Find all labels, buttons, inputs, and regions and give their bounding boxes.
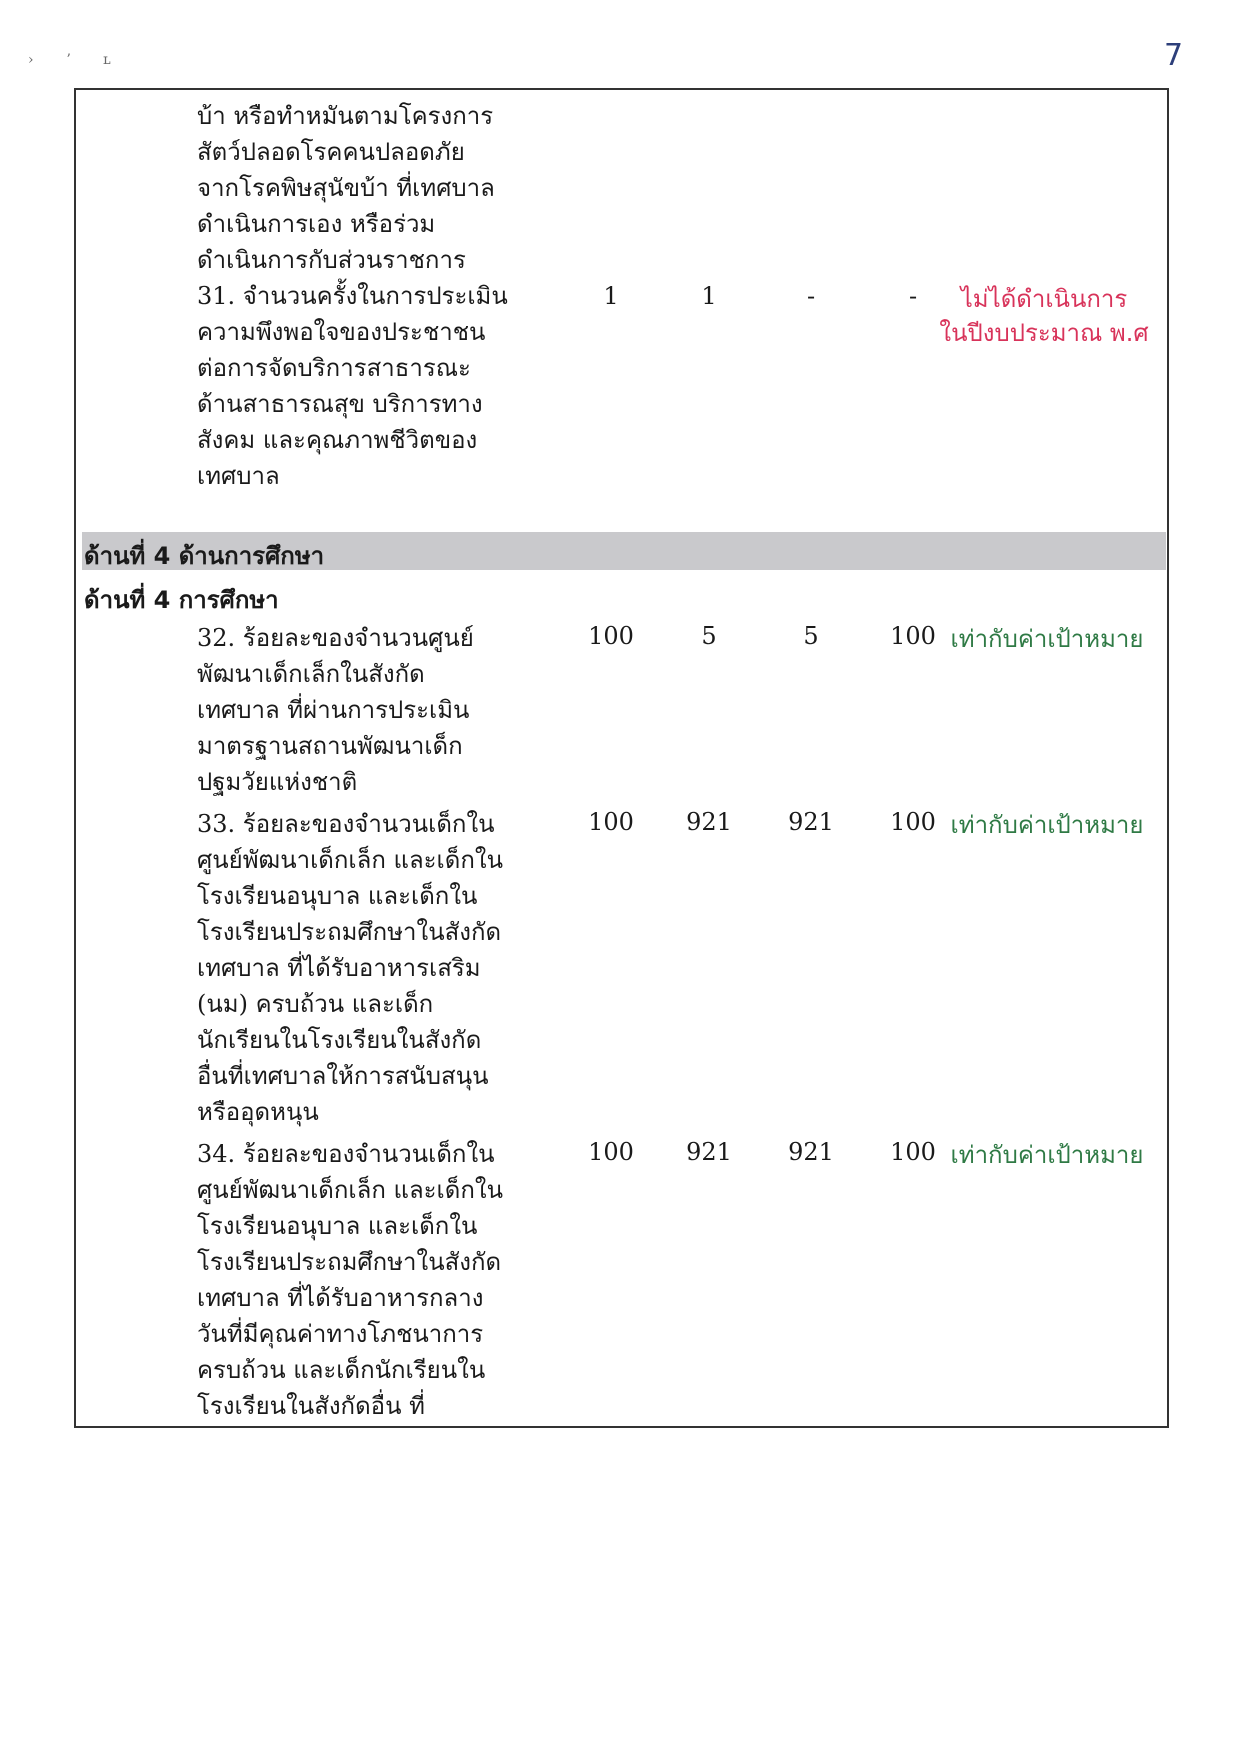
indicator-line: อื่นที่เทศบาลให้การสนับสนุน [197, 1062, 489, 1090]
indicator-line: โรงเรียนอนุบาล และเด็กใน [197, 1212, 478, 1240]
indicator-line: เทศบาล [197, 462, 280, 490]
indicator-line: ดำเนินการเอง หรือร่วม [197, 210, 436, 238]
value-target: 100 [588, 1138, 634, 1166]
indicator-31 [197, 278, 527, 494]
status-met-target: เท่ากับค่าเป้าหมาย [950, 811, 1144, 839]
status-line: ไม่ได้ดำเนินการ [960, 285, 1128, 313]
indicator-line: ปฐมวัยแห่งชาติ [197, 768, 358, 796]
indicator-line: ความพึงพอใจของประชาชน [197, 318, 486, 346]
table-frame [74, 88, 1169, 1428]
value-result-b: 5 [803, 622, 819, 650]
indicator-line: 34. ร้อยละของจำนวนเด็กใน [197, 1140, 495, 1168]
indicator-line: เทศบาล ที่ได้รับอาหารกลาง [197, 1284, 484, 1312]
status-met-target: เท่ากับค่าเป้าหมาย [950, 625, 1144, 653]
indicator-continuation [197, 98, 527, 278]
indicator-line: นักเรียนในโรงเรียนในสังกัด [197, 1026, 482, 1054]
section-subtitle: ด้านที่ 4 การศึกษา [84, 586, 279, 614]
value-target: 100 [588, 808, 634, 836]
section-band-title: ด้านที่ 4 ด้านการศึกษา [84, 542, 325, 570]
indicator-line: หรืออุดหนุน [197, 1098, 319, 1126]
indicator-line: มาตรฐานสถานพัฒนาเด็ก [197, 732, 463, 760]
value-result-a: 921 [686, 1138, 732, 1166]
indicator-line: เทศบาล ที่ผ่านการประเมิน [197, 696, 470, 724]
page-number: 7 [1164, 38, 1184, 73]
status-met-target: เท่ากับค่าเป้าหมาย [950, 1141, 1144, 1169]
indicator-line: พัฒนาเด็กเล็กในสังกัด [197, 660, 425, 688]
indicator-line: ด้านสาธารณสุข บริการทาง [197, 390, 483, 418]
indicator-line: วันที่มีคุณค่าทางโภชนาการ [197, 1320, 484, 1348]
indicator-33 [197, 806, 527, 1130]
indicator-line: โรงเรียนในสังกัดอื่น ที่ [197, 1392, 425, 1420]
indicator-line: ครบถ้วน และเด็กนักเรียนใน [197, 1356, 486, 1384]
indicator-line: สังคม และคุณภาพชีวิตของ [197, 426, 478, 454]
value-target: 100 [588, 622, 634, 650]
indicator-line: 32. ร้อยละของจำนวนศูนย์ [197, 624, 474, 652]
indicator-line: ศูนย์พัฒนาเด็กเล็ก และเด็กใน [197, 846, 503, 874]
indicator-line: ต่อการจัดบริการสาธารณะ [197, 354, 471, 382]
indicator-line: ศูนย์พัฒนาเด็กเล็ก และเด็กใน [197, 1176, 503, 1204]
scan-marks: › ʼ ʟ [28, 52, 125, 68]
indicator-line: สัตว์ปลอดโรคคนปลอดภัย [197, 138, 465, 166]
indicator-34 [197, 1136, 527, 1424]
value-result-b: 921 [788, 808, 834, 836]
value-percent: - [908, 282, 918, 310]
value-result-a: 1 [701, 282, 717, 310]
value-result-a: 921 [686, 808, 732, 836]
indicator-line: จากโรคพิษสุนัขบ้า ที่เทศบาล [197, 174, 495, 202]
indicator-line: เทศบาล ที่ได้รับอาหารเสริม [197, 954, 481, 982]
indicator-line: โรงเรียนประถมศึกษาในสังกัด [197, 1248, 502, 1276]
value-result-a: 5 [701, 622, 717, 650]
indicator-line: 31. จำนวนครั้งในการประเมิน [197, 282, 508, 310]
value-result-b: 921 [788, 1138, 834, 1166]
value-percent: 100 [890, 808, 936, 836]
indicator-line: 33. ร้อยละของจำนวนเด็กใน [197, 810, 495, 838]
indicator-line: โรงเรียนประถมศึกษาในสังกัด [197, 918, 502, 946]
indicator-line: บ้า หรือทำหมันตามโครงการ [197, 102, 494, 130]
value-target: 1 [603, 282, 619, 310]
value-result-b: - [806, 282, 816, 310]
indicator-line: (นม) ครบถ้วน และเด็ก [197, 990, 434, 1018]
indicator-32 [197, 620, 527, 800]
status-line: ในปีงบประมาณ พ.ศ [939, 319, 1149, 347]
status-not-performed [934, 282, 1154, 350]
value-percent: 100 [890, 622, 936, 650]
value-percent: 100 [890, 1138, 936, 1166]
indicator-line: ดำเนินการกับส่วนราชการ [197, 246, 466, 274]
indicator-line: โรงเรียนอนุบาล และเด็กใน [197, 882, 478, 910]
